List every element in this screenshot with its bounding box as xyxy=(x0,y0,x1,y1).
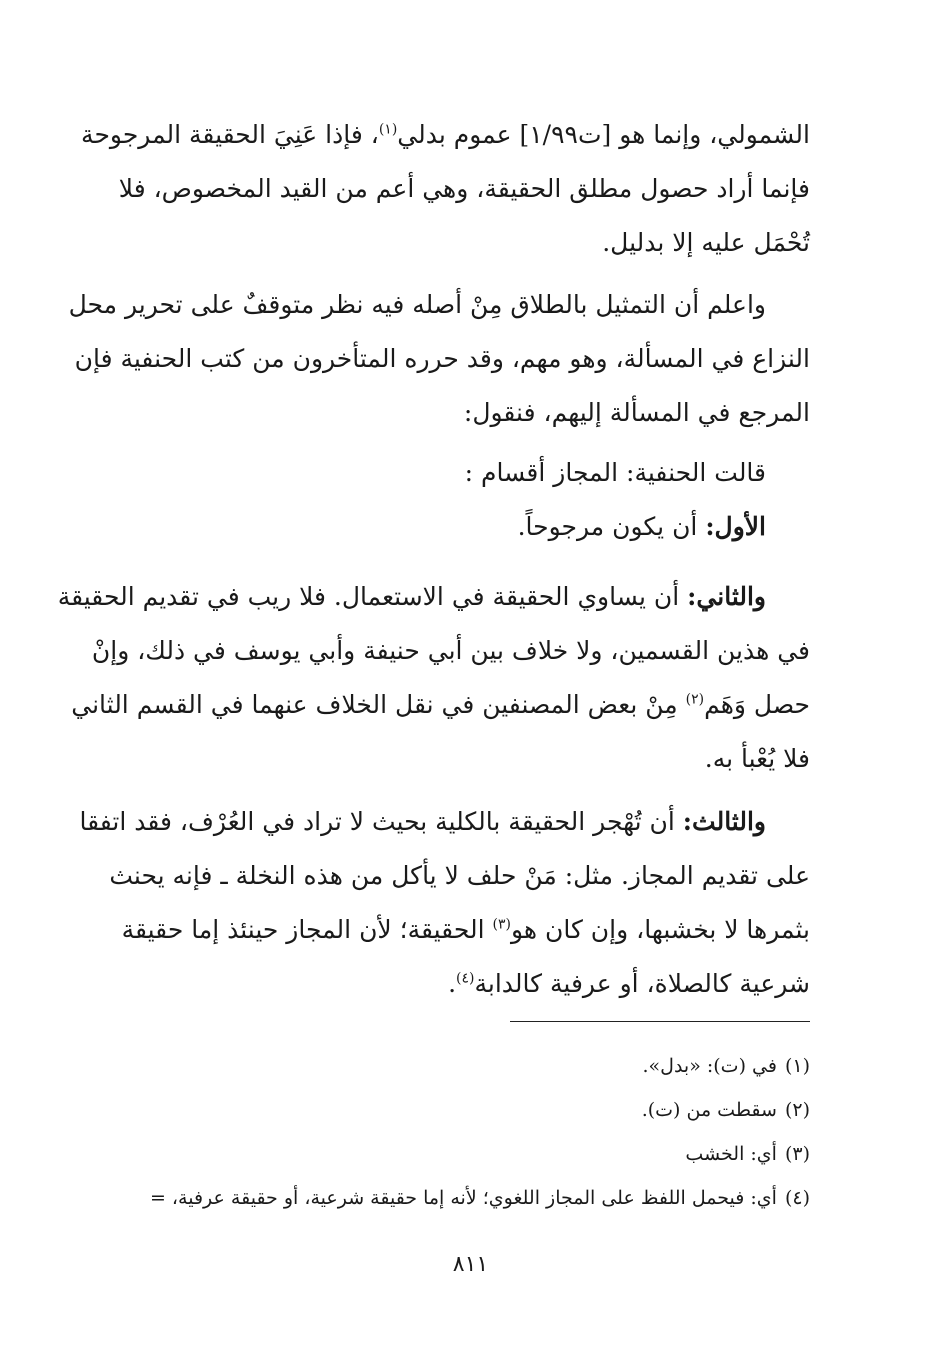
page-number: ٨١١ xyxy=(452,1252,489,1277)
text-line xyxy=(81,108,810,162)
footnote-number: (٤) xyxy=(784,1187,810,1209)
footnote-4 xyxy=(128,1176,810,1220)
footnote-text: أي: فيحمل اللفظ على المجاز اللغوي؛ لأنه إما حقيقة شرعية، أو حقيقة عرفية، = xyxy=(149,1187,777,1209)
text-fragment: أن تُهْجر الحقيقة بالكلية بحيث لا تراد في العُرْف، فقد اتفقا xyxy=(79,807,683,836)
paragraph-1 xyxy=(81,108,810,270)
text-fragment: ، فإذا عَنِيَ الحقيقة المرجوحة xyxy=(81,120,379,149)
text-fragment: الحقيقة؛ لأن المجاز حينئذ إما حقيقة xyxy=(121,915,493,944)
text-fragment: حصل وَهَم xyxy=(704,690,810,719)
section-lead: والثالث: xyxy=(682,807,766,836)
text-fragment: الشمولي، وإنما هو [ت١/٩٩] عموم بدلي xyxy=(397,120,810,149)
footnote-ref-3: (٣) xyxy=(492,916,511,933)
footnote-3 xyxy=(128,1132,810,1176)
text-fragment: مِنْ بعض المصنفين في نقل الخلاف عنهما في القسم الثاني xyxy=(71,690,686,719)
footnote-text: أي: الخشب xyxy=(685,1143,777,1165)
text-line xyxy=(121,903,810,957)
text-fragment: أن يساوي الحقيقة في الاستعمال. فلا ريب في تقديم الحقيقة xyxy=(57,582,688,611)
paragraph-6 xyxy=(79,795,810,1011)
text-fragment: بثمرها لا بخشبها، وإن كان هو xyxy=(510,915,810,944)
footnote-number: (٣) xyxy=(784,1143,810,1165)
footnote-ref-4: (٤) xyxy=(456,970,475,987)
paragraph-4 xyxy=(128,500,810,554)
text-line: على تقديم المجاز. مثل: مَنْ حلف لا يأكل من هذه النخلة ـ فإنه يحنث xyxy=(109,861,810,890)
footnote-ref-2: (٢) xyxy=(685,691,705,708)
text-fragment: شرعية كالصلاة، أو عرفية كالدابة xyxy=(474,969,810,998)
text-line: المرجع في المسألة إليهم، فنقول: xyxy=(463,398,810,427)
text-line: قالت الحنفية: المجاز أقسام : xyxy=(464,458,766,487)
text-line: فإنما أراد حصول مطلق الحقيقة، وهي أعم من القيد المخصوص، فلا xyxy=(118,174,810,203)
paragraph-3 xyxy=(128,446,810,500)
footnote-text: سقطت من (ت). xyxy=(641,1099,777,1121)
section-lead: الأول: xyxy=(705,512,766,541)
text-line xyxy=(128,957,810,1011)
text-fragment: أن يكون مرجوحاً. xyxy=(517,512,706,541)
text-line xyxy=(79,795,810,849)
footnote-1 xyxy=(128,1044,810,1088)
footnote-2 xyxy=(128,1088,810,1132)
footnote-number: (٢) xyxy=(784,1099,810,1121)
text-line: في هذين القسمين، ولا خلاف بين أبي حنيفة وأبي يوسف في ذلك، وإنْ xyxy=(91,636,810,665)
section-lead: والثاني: xyxy=(687,582,766,611)
paragraph-5 xyxy=(57,570,810,786)
text-line xyxy=(128,500,810,554)
footnote-divider xyxy=(510,1021,810,1022)
text-line: تُحْمَل عليه إلا بدليل. xyxy=(602,228,810,257)
footnotes xyxy=(128,1044,810,1220)
text-line: النزاع في المسألة، وهو مهم، وقد حرره المتأخرون من كتب الحنفية فإن xyxy=(74,344,810,373)
text-line: فلا يُعْبأ به. xyxy=(704,744,810,773)
text-fragment: . xyxy=(448,969,457,998)
text-line: واعلم أن التمثيل بالطلاق مِنْ أصله فيه نظر متوقفٌ على تحرير محل xyxy=(68,290,766,319)
text-line xyxy=(71,678,810,732)
text-line xyxy=(57,570,810,624)
footnote-text: في (ت): «بدل». xyxy=(642,1055,777,1077)
footnote-ref-1: (١) xyxy=(378,121,398,138)
paragraph-2 xyxy=(68,278,810,440)
footnote-number: (١) xyxy=(784,1055,810,1077)
